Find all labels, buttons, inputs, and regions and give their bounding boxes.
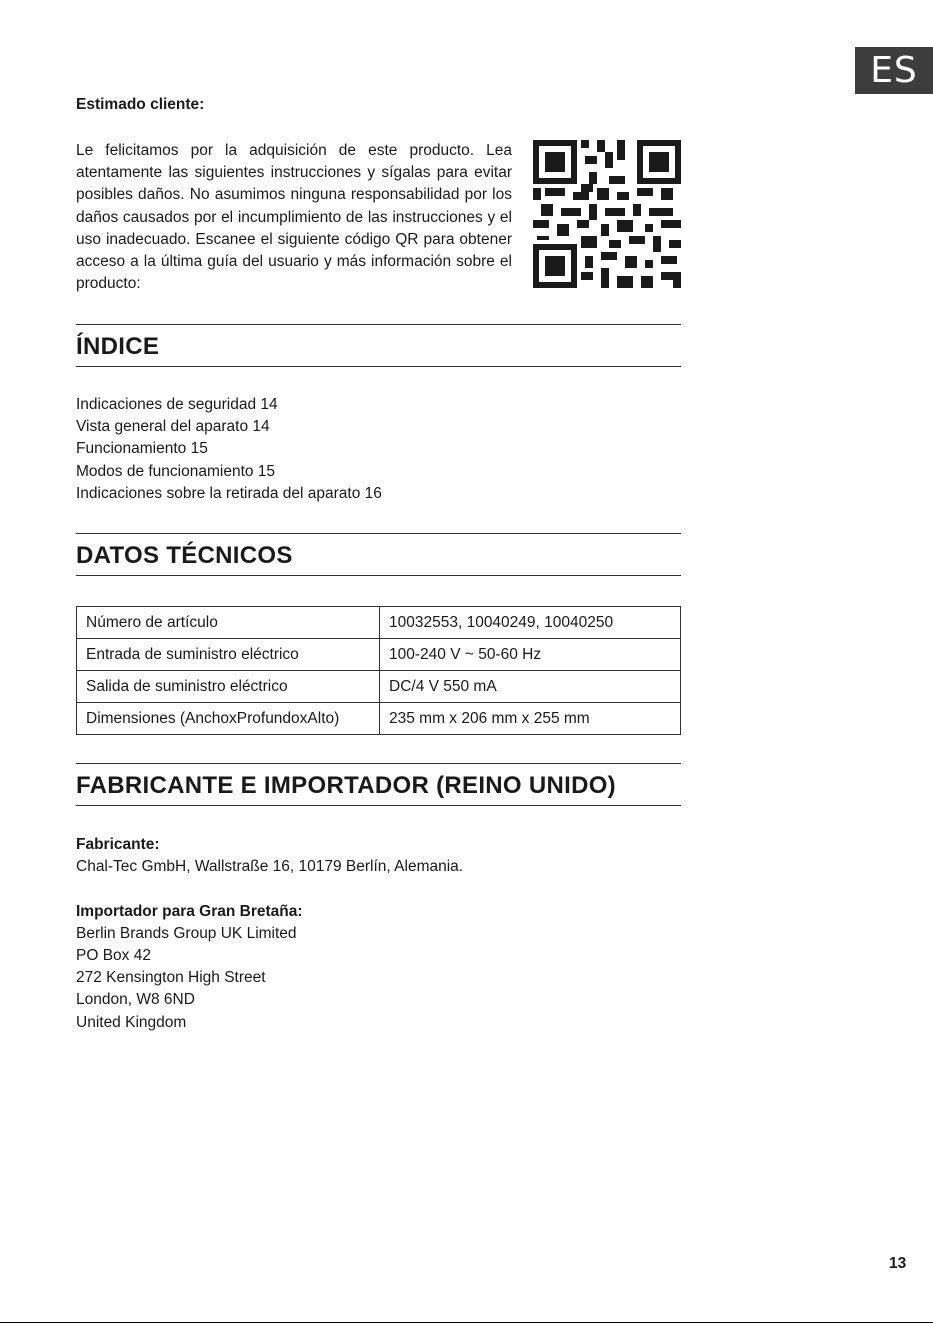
index-item: Indicaciones de seguridad 14: [76, 396, 278, 413]
importer-line: Berlin Brands Group UK Limited: [76, 924, 297, 942]
language-tab: ES: [855, 47, 933, 94]
importer-line: PO Box 42: [76, 947, 151, 964]
maker-label: Fabricante:: [76, 836, 160, 853]
specs-title: DATOS TÉCNICOS: [76, 542, 293, 569]
spec-key: Dimensiones (AnchoxProfundoxAlto): [77, 703, 380, 735]
index-item: Vista general del aparato 14: [76, 418, 270, 436]
importer-line: London, W8 6ND: [76, 991, 195, 1009]
index-item: Indicaciones sobre la retirada del aparato 16: [76, 484, 382, 502]
manufacturer-block: [76, 834, 463, 1034]
spec-key: Salida de suministro eléctrico: [77, 671, 380, 703]
table-row: [77, 639, 681, 671]
page-bottom-rule: [0, 1322, 933, 1323]
section-rule-bottom: [76, 805, 681, 806]
index-list: [76, 394, 382, 505]
section-rule-bottom: [76, 366, 681, 367]
qr-code-icon: [533, 140, 681, 288]
section-rule-top: [76, 533, 681, 534]
spec-value: 235 mm x 206 mm x 255 mm: [380, 703, 681, 735]
greeting: Estimado cliente:: [76, 96, 205, 113]
maker-address: Chal-Tec GmbH, Wallstraße 16, 10179 Berlín, Alemania.: [76, 858, 464, 876]
spec-key: Número de artículo: [77, 607, 380, 639]
section-rule-bottom: [76, 575, 681, 576]
section-rule-top: [76, 763, 681, 764]
table-row: [77, 671, 681, 703]
importer-label: Importador para Gran Bretaña:: [76, 902, 303, 920]
section-rule-top: [76, 324, 681, 325]
manufacturer-title: FABRICANTE E IMPORTADOR (REINO UNIDO): [76, 772, 616, 799]
specs-table: [76, 606, 681, 735]
importer-line: 272 Kensington High Street: [76, 969, 266, 987]
intro-paragraph: Le felicitamos por la adquisición de este producto. Lea atentamente las siguientes instrucciones y sígalas para evitar posibles daños. No asumimos ninguna responsabilidad por los daños causados por el incumplimiento de las instrucciones y el uso inadecuado. Escanee el siguiente código QR para obtener acceso a la última guía del usuario y más información sobre el producto:: [76, 142, 512, 293]
spec-value: DC/4 V 550 mA: [380, 671, 681, 703]
spec-value: 100-240 V ~ 50-60 Hz: [380, 639, 681, 671]
page-number: 13: [889, 1255, 907, 1272]
table-row: [77, 703, 681, 735]
importer-line: United Kingdom: [76, 1013, 187, 1031]
spec-value: 10032553, 10040249, 10040250: [380, 607, 681, 639]
spec-key: Entrada de suministro eléctrico: [77, 639, 380, 671]
index-title: ÍNDICE: [76, 333, 160, 360]
table-row: [77, 607, 681, 639]
index-item: Modos de funcionamiento 15: [76, 462, 276, 480]
index-item: Funcionamiento 15: [76, 440, 208, 458]
